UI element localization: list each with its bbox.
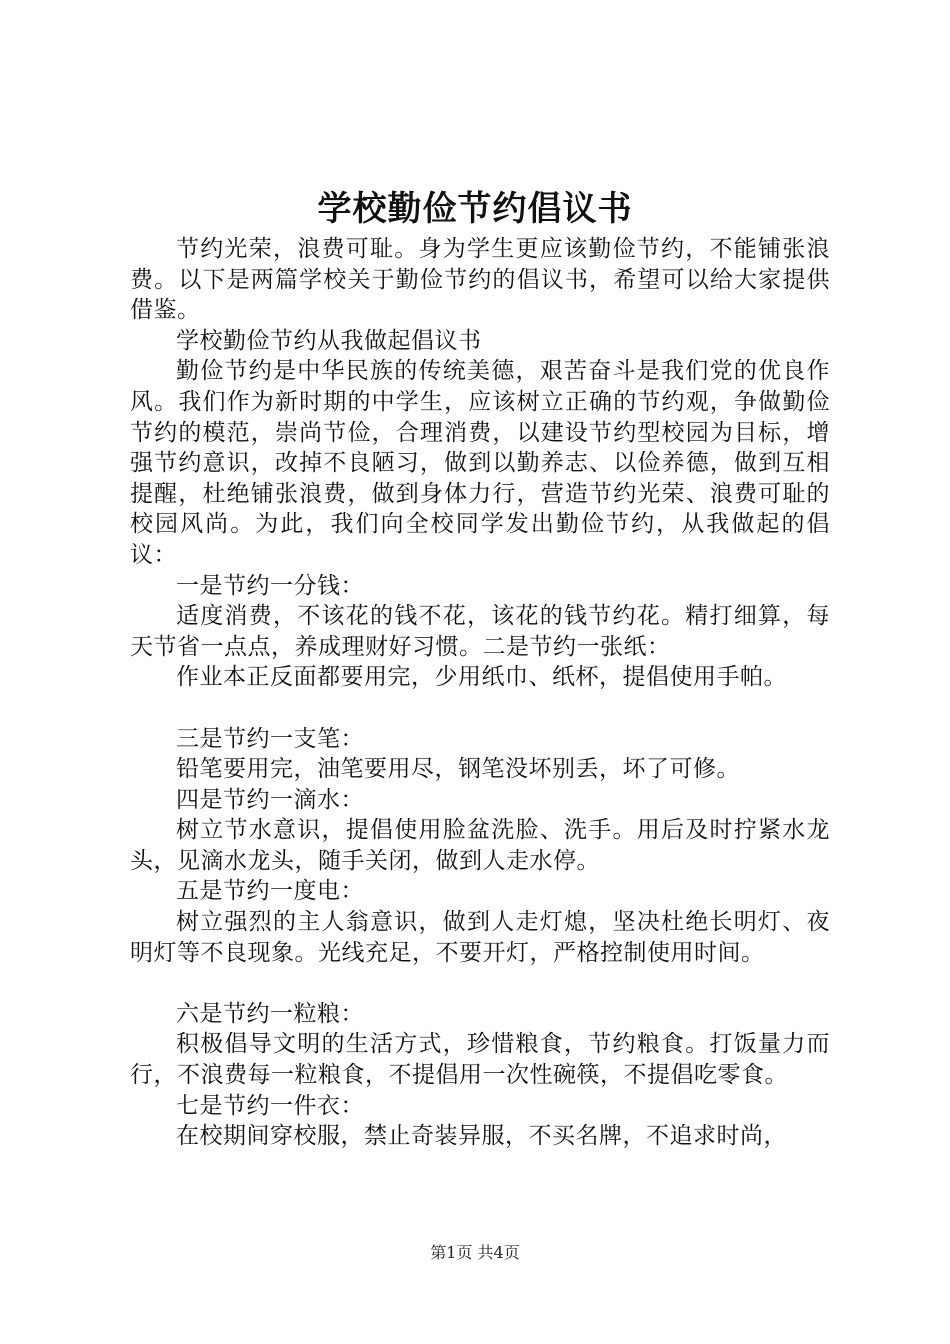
- subtitle-paragraph: 学校勤俭节约从我做起倡议书: [176, 327, 482, 354]
- item-paragraph: 树立节水意识，提倡使用脸盆洗脸、洗手。用后及时拧紧水龙头，见滴水龙头，随手关闭，做到人走水停。: [130, 817, 830, 874]
- item-paragraph: 在校期间穿校服，禁止奇装异服，不买名牌，不追求时尚，: [176, 1123, 787, 1150]
- item-heading: 七是节约一件衣：: [176, 1092, 364, 1119]
- page-footer: 第1页 共4页: [430, 1243, 520, 1262]
- item-paragraph: 积极倡导文明的生活方式，珍惜粮食，节约粮食。打饭量力而行，不浪费每一粒粮食，不提倡用一次性碗筷，不提倡吃零食。: [130, 1031, 830, 1089]
- item-paragraph: 铅笔要用完，油笔要用尽，钢笔没坏别丢，坏了可修。: [176, 756, 740, 783]
- body-paragraph: 勤俭节约是中华民族的传统美德，艰苦奋斗是我们党的优良作风。我们作为新时期的中学生，应该树立正确的节约观，争做勤俭节约的模范，崇尚节俭，合理消费，以建设节约型校园为目标，增强节约意识，改掉不良陋习，做到以勤养志、以俭养德，做到互相提醒，杜绝铺张浪费，做到身体力行，营造节约光荣、浪费可耻的校园风尚。为此，我们向全校同学发出勤俭节约，从我做起的倡议：: [130, 358, 830, 568]
- item-paragraph: 适度消费，不该花的钱不花，该花的钱节约花。精打细算，每天节省一点点，养成理财好习惯。二是节约一张纸：: [130, 603, 830, 660]
- intro-paragraph: 节约光荣，浪费可耻。身为学生更应该勤俭节约，不能铺张浪费。以下是两篇学校关于勤俭节约的倡议书，希望可以给大家提供借鉴。: [130, 236, 830, 324]
- item-paragraph: 作业本正反面都要用完，少用纸巾、纸杯，提倡使用手帕。: [176, 664, 787, 691]
- item-heading: 三是节约一支笔：: [176, 725, 364, 752]
- paragraph-gap: [130, 968, 830, 999]
- document-body: [130, 234, 830, 1152]
- item-heading: 一是节约一分钱：: [176, 572, 364, 599]
- item-heading: 四是节约一滴水：: [176, 786, 364, 813]
- item-paragraph: 树立强烈的主人翁意识，做到人走灯熄，坚决杜绝长明灯、夜明灯等不良现象。光线充足，不要开灯，严格控制使用时间。: [130, 909, 830, 966]
- paragraph-gap: [130, 693, 830, 724]
- item-heading: 六是节约一粒粮：: [176, 1000, 364, 1027]
- document-title: 学校勤俭节约倡议书: [317, 189, 633, 229]
- item-heading: 五是节约一度电：: [176, 878, 364, 905]
